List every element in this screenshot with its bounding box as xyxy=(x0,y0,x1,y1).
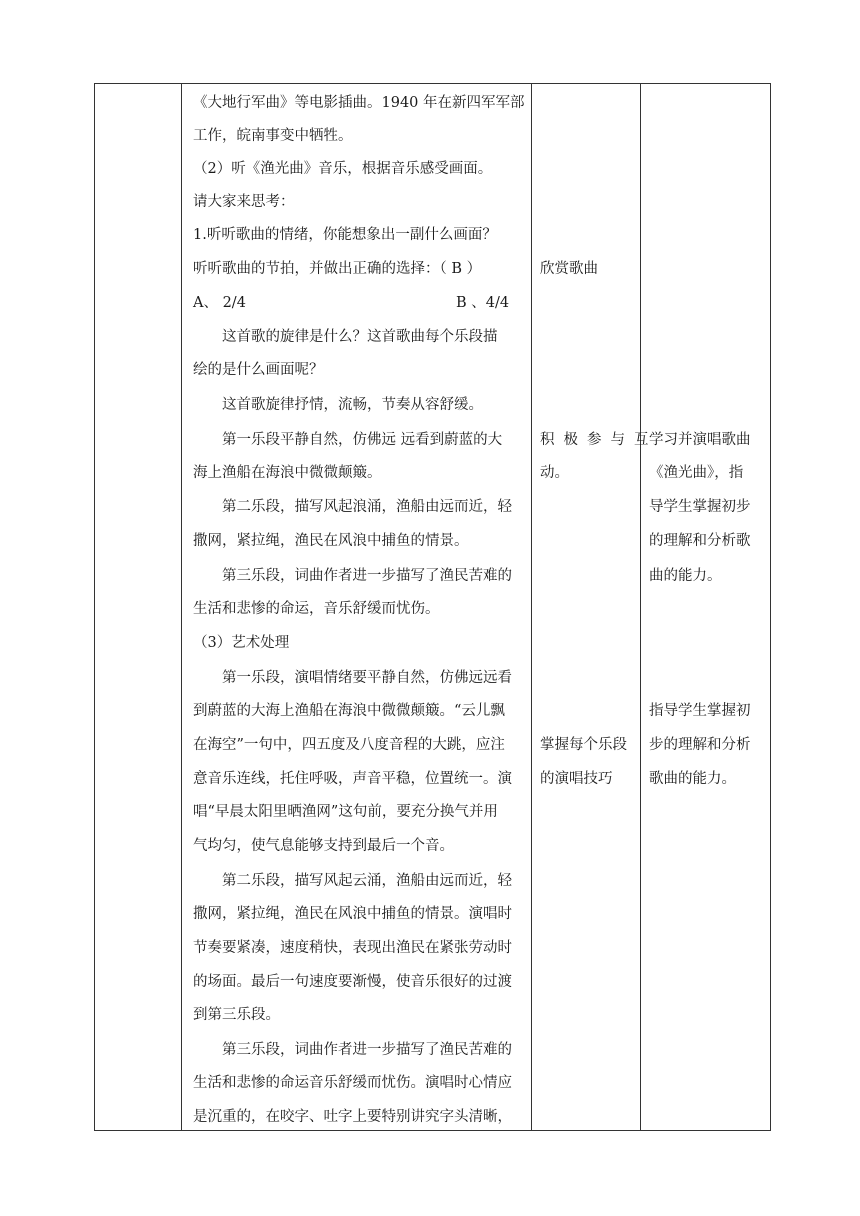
content-line: 第二乐段，描写风起云涌，渔船由远而近，轻 xyxy=(222,873,512,889)
content-cell xyxy=(182,84,532,1131)
content-line: 生活和悲惨的命运，音乐舒缓而忧伤。 xyxy=(193,601,440,617)
content-line: （2）听《渔光曲》音乐，根据音乐感受画面。 xyxy=(193,161,493,177)
student-line: 欣赏歌曲 xyxy=(540,261,598,277)
intent-line: 步的理解和分析 xyxy=(649,737,751,753)
content-line: 生活和悲惨的命运音乐舒缓而忧伤。演唱时心情应 xyxy=(193,1075,512,1091)
student-activity-cell xyxy=(532,84,651,1131)
content-line: 撒网，紧拉绳，渔民在风浪中捕鱼的情景。 xyxy=(193,533,469,549)
student-line: 的演唱技巧 xyxy=(540,771,613,787)
content-line: 这首歌的旋律是什么？这首歌曲每个乐段描 xyxy=(222,329,498,345)
intent-line: 《渔光曲》，指 xyxy=(649,465,744,481)
student-line: 动。 xyxy=(540,465,569,481)
content-line: 到蔚蓝的大海上渔船在海浪中微微颠簸。“云儿飘 xyxy=(193,703,505,719)
content-line: 第三乐段，词曲作者进一步描写了渔民苦难的 xyxy=(222,568,512,584)
content-line: 这首歌旋律抒情，流畅，节奏从容舒缓。 xyxy=(222,397,483,413)
content-line: 第一乐段平静自然，仿佛远 远看到蔚蓝的大 xyxy=(222,432,503,448)
student-line: 掌握每个乐段 xyxy=(540,737,627,753)
intent-line: 曲的能力。 xyxy=(649,568,722,584)
content-line: （3）艺术处理 xyxy=(193,635,290,651)
content-line: 是沉重的，在咬字、吐字上要特别讲究字头清晰， xyxy=(193,1109,512,1125)
content-line: 到第三乐段。 xyxy=(193,1007,280,1023)
content-line: 1.听听歌曲的情绪，你能想象出一副什么画面？ xyxy=(193,227,497,243)
content-line: 意音乐连线，托住呼吸，声音平稳，位置统一。演 xyxy=(193,771,512,787)
intent-line: 指导学生掌握初 xyxy=(649,703,751,719)
content-line: 第一乐段，演唱情绪要平静自然，仿佛远远看 xyxy=(222,670,512,686)
lesson-plan-table xyxy=(94,83,771,1131)
content-line: 听听歌曲的节拍，并做出正确的选择：（ B ） xyxy=(193,261,482,277)
student-line: 积 极 参 与 互 xyxy=(540,432,651,448)
content-line: 气均匀，使气息能够支持到最后一个音。 xyxy=(193,838,454,854)
content-line: 第三乐段，词曲作者进一步描写了渔民苦难的 xyxy=(222,1042,512,1058)
content-line: 请大家来思考： xyxy=(193,194,295,210)
content-line: 的场面。最后一句速度要渐慢，使音乐很好的过渡 xyxy=(193,974,512,990)
content-line: 撒网，紧拉绳，渔民在风浪中捕鱼的情景。演唱时 xyxy=(193,906,512,922)
intent-line: 的理解和分析歌 xyxy=(649,533,751,549)
content-line: 绘的是什么画面呢？ xyxy=(193,362,324,378)
content-line: 节奏要紧凑，速度稍快，表现出渔民在紧张劳动时 xyxy=(193,940,512,956)
stage-cell xyxy=(95,84,182,1131)
intent-line: 学习并演唱歌曲 xyxy=(649,432,751,448)
content-line: 在海空”一句中，四五度及八度音程的大跳，应注 xyxy=(193,737,505,753)
intent-line: 导学生掌握初步 xyxy=(649,499,751,515)
content-line: 《大地行军曲》等电影插曲。1940 年在新四军军部 xyxy=(193,95,525,111)
content-line: 工作，皖南事变中牺牲。 xyxy=(193,128,353,144)
content-line: 第二乐段，描写风起浪涌，渔船由远而近，轻 xyxy=(222,499,512,515)
option-a: A、 2/4 xyxy=(193,295,246,311)
content-line: 唱“早晨太阳里晒渔网”这句前，要充分换气并用 xyxy=(193,804,498,820)
intent-line: 歌曲的能力。 xyxy=(649,771,736,787)
design-intent-cell xyxy=(641,84,771,1131)
table-row xyxy=(95,84,771,1131)
content-line: 海上渔船在海浪中微微颠簸。 xyxy=(193,465,382,481)
option-b: B 、4/4 xyxy=(456,295,510,311)
